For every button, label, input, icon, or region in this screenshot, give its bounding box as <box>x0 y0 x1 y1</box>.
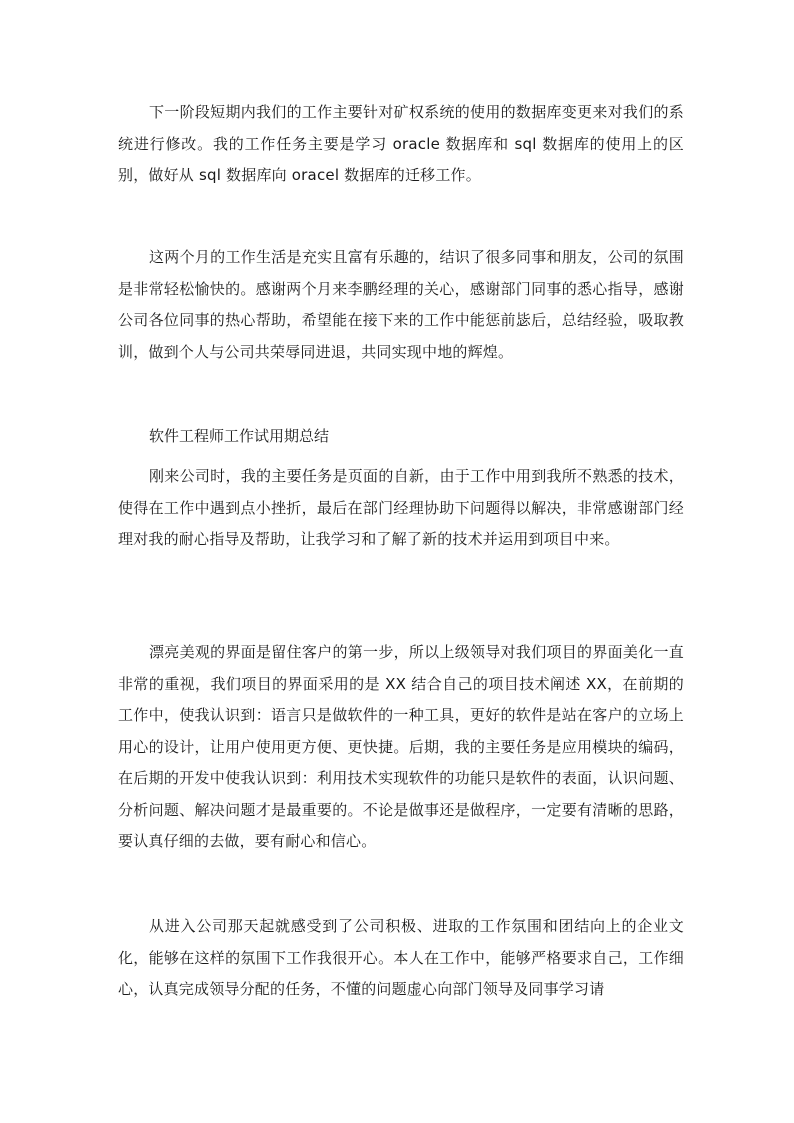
section-heading: 软件工程师工作试用期总结 <box>149 427 330 445</box>
paragraph-database-migration: 下一阶段短期内我们的工作主要针对矿权系统的使用的数据库变更来对我们的系统进行修改。我的工作任务主要是学习 oracle 数据库和 sql 数据库的使用上的区别，做好从 sql 数据库向 oracel 数据库的迁移工作。 <box>118 103 684 184</box>
paragraph-work-life: 这两个月的工作生活是充实且富有乐趣的，结识了很多同事和朋友，公司的氛围是非常轻松愉快的。感谢两个月来李鹏经理的关心，感谢部门同事的悉心指导，感谢公司各位同事的热心帮助，希望能在接下来的工作中能惩前毖后，总结经验，吸取教训，做到个人与公司共荣辱同进退，共同实现中地的辉煌。 <box>118 248 684 361</box>
paragraph-company-culture: 从进入公司那天起就感受到了公司积极、进取的工作氛围和团结向上的企业文化，能够在这样的氛围下工作我很开心。本人在工作中，能够严格要求自己，工作细心，认真完成领导分配的任务，不懂的问题虚心向部门领导及同事学习请 <box>118 917 684 998</box>
paragraph-first-task: 刚来公司时，我的主要任务是页面的自新，由于工作中用到我所不熟悉的技术，使得在工作中遇到点小挫折，最后在部门经理协助下问题得以解决，非常感谢部门经理对我的耐心指导及帮助，让我学习和了解了新的技术并运用到项目中来。 <box>118 467 684 548</box>
paragraph-interface-design: 漂亮美观的界面是留住客户的第一步，所以上级领导对我们项目的界面美化一直非常的重视，我们项目的界面采用的是 XX 结合自己的项目技术阐述 XX，在前期的工作中，使我认识到：语言只是做软件的一种工具，更好的软件是站在客户的立场上用心的设计，让用户使用更方便、更快捷。后期，我的主要任务是应用模块的编码，在后期的开发中使我认识到：利用技术实现软件的功能只是软件的表面，认识问题、分析问题、解决问题才是最重要的。不论是做事还是做程序，一定要有清晰的思路，要认真仔细的去做，要有耐心和信心。 <box>118 643 684 850</box>
